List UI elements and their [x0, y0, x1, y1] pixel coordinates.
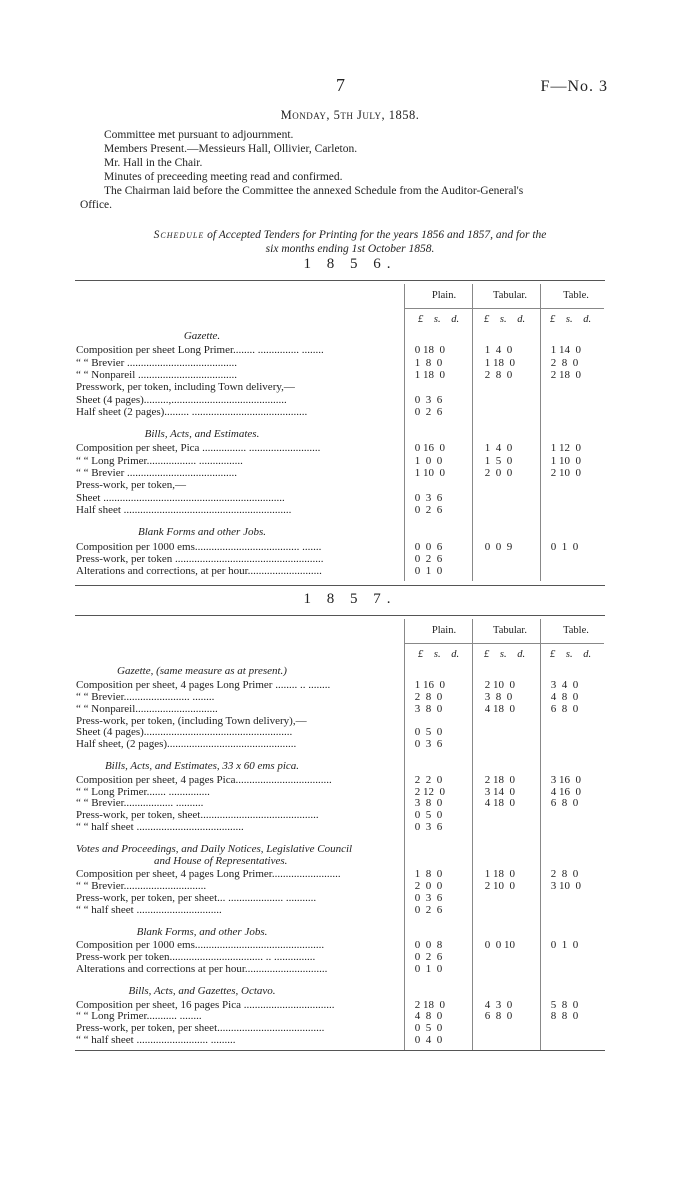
plain-amount: 2 8 0 [412, 691, 443, 703]
table-amount: 2 18 0 [548, 368, 581, 381]
row-label: Press-work, per token, per sheet....................................... [76, 1022, 325, 1035]
plain-amount: 3 8 0 [412, 702, 443, 715]
tabular-amount: 3 8 0 [482, 691, 513, 703]
table-amount: 0 1 0 [548, 939, 579, 952]
section-heading: Bills, Acts, and Gazettes, Octavo. [128, 984, 276, 997]
minutes-line: Committee met pursuant to adjournment. [104, 129, 294, 141]
plain-amount: 0 1 0 [412, 565, 443, 578]
plain-amount: 0 5 0 [412, 726, 443, 739]
row-label: Sheet .................................................................. [76, 491, 285, 504]
plain-amount: 0 2 6 [412, 503, 443, 516]
plain-amount: 0 0 6 [412, 540, 443, 553]
row-label: “ “ Long Primer........... ........ [76, 1010, 202, 1023]
plain-amount: 0 18 0 [412, 344, 445, 357]
row-label: Sheet (4 pages).........,.......................................... [76, 393, 287, 406]
units-plain: £ s. d. [418, 649, 460, 661]
row-label: Composition per 1000 ems...................................... ....... [76, 540, 322, 553]
table-amount: 6 8 0 [548, 797, 579, 810]
table-rule [75, 615, 605, 616]
row-label: “ “ Long Primer....... ............... [76, 785, 210, 798]
table-rule [75, 280, 605, 281]
tabular-amount: 1 18 0 [482, 868, 515, 881]
column-header-tabular: Tabular. [493, 625, 527, 637]
plain-amount: 0 2 6 [412, 903, 443, 916]
column-header-tabular: Tabular. [493, 290, 527, 301]
column-divider [540, 284, 541, 581]
table-amount: 6 8 0 [548, 702, 579, 715]
tabular-amount: 2 18 0 [482, 773, 515, 786]
plain-amount: 1 18 0 [412, 368, 445, 381]
tabular-amount: 4 18 0 [482, 702, 515, 715]
plain-amount: 0 3 6 [412, 738, 443, 751]
tabular-amount: 3 14 0 [482, 785, 515, 798]
tabular-amount: 6 8 0 [482, 1010, 513, 1023]
plain-amount: 4 8 0 [412, 1010, 443, 1023]
row-label: Half sheet ............................................................. [76, 503, 292, 516]
minutes [80, 128, 620, 212]
section-heading: Gazette, (same measure as at present.) [117, 665, 287, 678]
column-divider [404, 619, 405, 1049]
plain-amount: 2 0 0 [412, 880, 443, 893]
plain-amount: 1 16 0 [412, 679, 445, 692]
column-header-table: Table. [563, 625, 589, 637]
plain-amount: 0 4 0 [412, 1034, 443, 1046]
tabular-amount: 1 4 0 [482, 442, 513, 455]
tabular-amount: 1 5 0 [482, 454, 513, 467]
plain-amount: 0 16 0 [412, 442, 445, 455]
table-amount: 1 12 0 [548, 442, 581, 455]
tabular-amount: 0 0 10 [482, 939, 515, 952]
units-plain: £ s. d. [418, 314, 460, 325]
plain-amount: 0 2 6 [412, 552, 443, 565]
row-label: Composition per sheet, 16 pages Pica ................................. [76, 998, 335, 1011]
row-label: “ “ Nonpareil .................................... [76, 368, 237, 381]
plain-amount: 0 5 0 [412, 1022, 443, 1035]
plain-amount: 1 8 0 [412, 868, 443, 881]
row-label: Presswork, per token, including Town delivery,— [76, 381, 295, 394]
row-label: Press-work, per token ...................................................... [76, 552, 324, 565]
row-label: “ “ Brevier ........................................ [76, 356, 237, 369]
tabular-amount: 1 18 0 [482, 356, 515, 369]
table-amount: 2 8 0 [548, 356, 579, 369]
plain-amount: 0 0 8 [412, 939, 443, 952]
row-label: Sheet (4 pages)...................................................... [76, 726, 293, 739]
row-label: Half sheet, (2 pages)............................................... [76, 738, 297, 751]
plain-amount: 0 2 6 [412, 951, 443, 964]
table-amount: 1 10 0 [548, 454, 581, 467]
schedule-title-rest: of Accepted Tenders for Printing for the years 1856 and 1857, and for the [207, 229, 547, 241]
plain-amount: 1 10 0 [412, 467, 445, 479]
row-label: “ “ Brevier ........................................ [76, 467, 237, 479]
row-label: Press-work per token.................................. .. ............... [76, 951, 316, 964]
row-label: Composition per sheet, 4 pages Long Primer ........ .. ........ [76, 679, 331, 692]
units-tabular: £ s. d. [484, 314, 526, 325]
tabular-amount: 0 0 9 [482, 540, 513, 553]
table-amount: 5 8 0 [548, 998, 579, 1011]
table-amount: 3 4 0 [548, 679, 579, 692]
plain-amount: 1 0 0 [412, 454, 443, 467]
column-header-plain: Plain. [431, 625, 457, 637]
table-amount: 0 1 0 [548, 540, 579, 553]
row-label: Composition per sheet Long Primer........ ............... ........ [76, 344, 324, 357]
row-label: Composition per sheet, 4 pages Pica................................... [76, 773, 332, 786]
row-label: Alterations and corrections, at per hour........................... [76, 565, 322, 578]
row-label: “ “ half sheet ....................................... [76, 821, 244, 833]
schedule-title-line2: six months ending 1st October 1858. [265, 243, 435, 255]
year-heading: 1 8 5 6. [303, 256, 397, 272]
table-amount: 2 10 0 [548, 467, 581, 479]
row-label: “ “ half sheet .......................... ......... [76, 1034, 236, 1046]
row-label: “ “ Long Primer.................. ................ [76, 454, 243, 467]
row-label: “ “ Brevier........................ ........ [76, 691, 215, 703]
row-label: Press-work, per token, sheet........................................... [76, 809, 319, 822]
plain-amount: 0 1 0 [412, 963, 443, 975]
tabular-amount: 2 10 0 [482, 880, 515, 893]
year-heading: 1 8 5 7. [303, 591, 397, 608]
row-label: “ “ Brevier.................. .......... [76, 797, 204, 810]
tabular-amount: 2 10 0 [482, 679, 515, 692]
column-divider [404, 284, 405, 581]
meeting-date: Monday, 5th July, 1858. [280, 108, 420, 122]
plain-amount: 1 8 0 [412, 356, 443, 369]
header-rule [404, 308, 604, 309]
table-amount: 4 16 0 [548, 785, 581, 798]
row-label: “ “ half sheet ............................... [76, 903, 222, 916]
column-header-table: Table. [563, 290, 589, 301]
plain-amount: 0 3 6 [412, 393, 443, 406]
section-heading: Blank Forms and other Jobs. [137, 526, 266, 539]
schedule-title [80, 228, 620, 256]
table-amount: 8 8 0 [548, 1010, 579, 1023]
row-label: “ “ Nonpareil.............................. [76, 702, 218, 715]
tabular-amount: 2 8 0 [482, 368, 513, 381]
table-amount: 2 8 0 [548, 868, 579, 881]
plain-amount: 0 3 6 [412, 892, 443, 904]
minutes-line: Minutes of preceeding meeting read and confirmed. [104, 171, 343, 183]
plain-amount: 0 2 6 [412, 405, 443, 418]
document-reference: F—No. 3 [540, 78, 608, 95]
row-label: Press-work, per token, per sheet... .................... ........... [76, 892, 317, 904]
minutes-line: Members Present.—Messieurs Hall, Ollivier, Carleton. [104, 143, 358, 155]
minutes-line: Office. [80, 199, 113, 211]
section-heading: Gazette. [183, 330, 221, 342]
table-end-rule [75, 585, 605, 586]
row-label: Press-work, per token,— [76, 479, 186, 492]
section-heading: Blank Forms, and other Jobs. [136, 925, 268, 938]
column-divider [472, 284, 473, 581]
tabular-amount: 2 0 0 [482, 467, 513, 479]
tabular-amount: 4 18 0 [482, 797, 515, 810]
units-table: £ s. d. [550, 314, 592, 325]
row-label: “ “ Brevier.............................. [76, 880, 207, 893]
plain-amount: 3 8 0 [412, 797, 443, 810]
row-label: Press-work, per token, (including Town delivery),— [76, 714, 307, 727]
plain-amount: 2 18 0 [412, 998, 445, 1011]
plain-amount: 0 3 6 [412, 491, 443, 504]
minutes-line: Mr. Hall in the Chair. [104, 157, 203, 169]
column-header-plain: Plain. [431, 290, 457, 301]
row-label: Composition per 1000 ems............................................... [76, 939, 325, 952]
plain-amount: 0 5 0 [412, 809, 443, 822]
minutes-line: The Chairman laid before the Committee the annexed Schedule from the Auditor-General's [104, 185, 524, 197]
schedule-title-word: Schedule [153, 229, 205, 241]
plain-amount: 0 3 6 [412, 821, 443, 833]
row-label: Alterations and corrections at per hour.............................. [76, 963, 328, 975]
column-divider [540, 619, 541, 1049]
plain-amount: 2 2 0 [412, 773, 443, 786]
units-tabular: £ s. d. [484, 649, 526, 661]
plain-amount: 2 12 0 [412, 785, 445, 798]
section-heading: Bills, Acts, and Estimates. [144, 428, 260, 441]
row-label: Composition per sheet, Pica ................ .......................... [76, 442, 321, 455]
table-amount: 3 16 0 [548, 773, 581, 786]
section-heading: and House of Representatives. [154, 854, 288, 867]
table-amount: 1 14 0 [548, 344, 581, 357]
row-label: Half sheet (2 pages)......... .......................................... [76, 405, 308, 418]
header-rule [404, 643, 604, 644]
section-heading: Bills, Acts, and Estimates, 33 x 60 ems pica. [104, 760, 300, 772]
row-label: Composition per sheet, 4 pages Long Primer......................... [76, 868, 341, 881]
tabular-amount: 1 4 0 [482, 344, 513, 357]
table-end-rule [75, 1050, 605, 1051]
column-divider [472, 619, 473, 1049]
table-amount: 3 10 0 [548, 880, 581, 893]
table-amount: 4 8 0 [548, 691, 579, 703]
tabular-amount: 4 3 0 [482, 998, 513, 1011]
page-number: 7 [336, 75, 345, 95]
units-table: £ s. d. [550, 649, 592, 661]
section-heading: Votes and Proceedings, and Daily Notices, Legislative Council [76, 842, 353, 855]
